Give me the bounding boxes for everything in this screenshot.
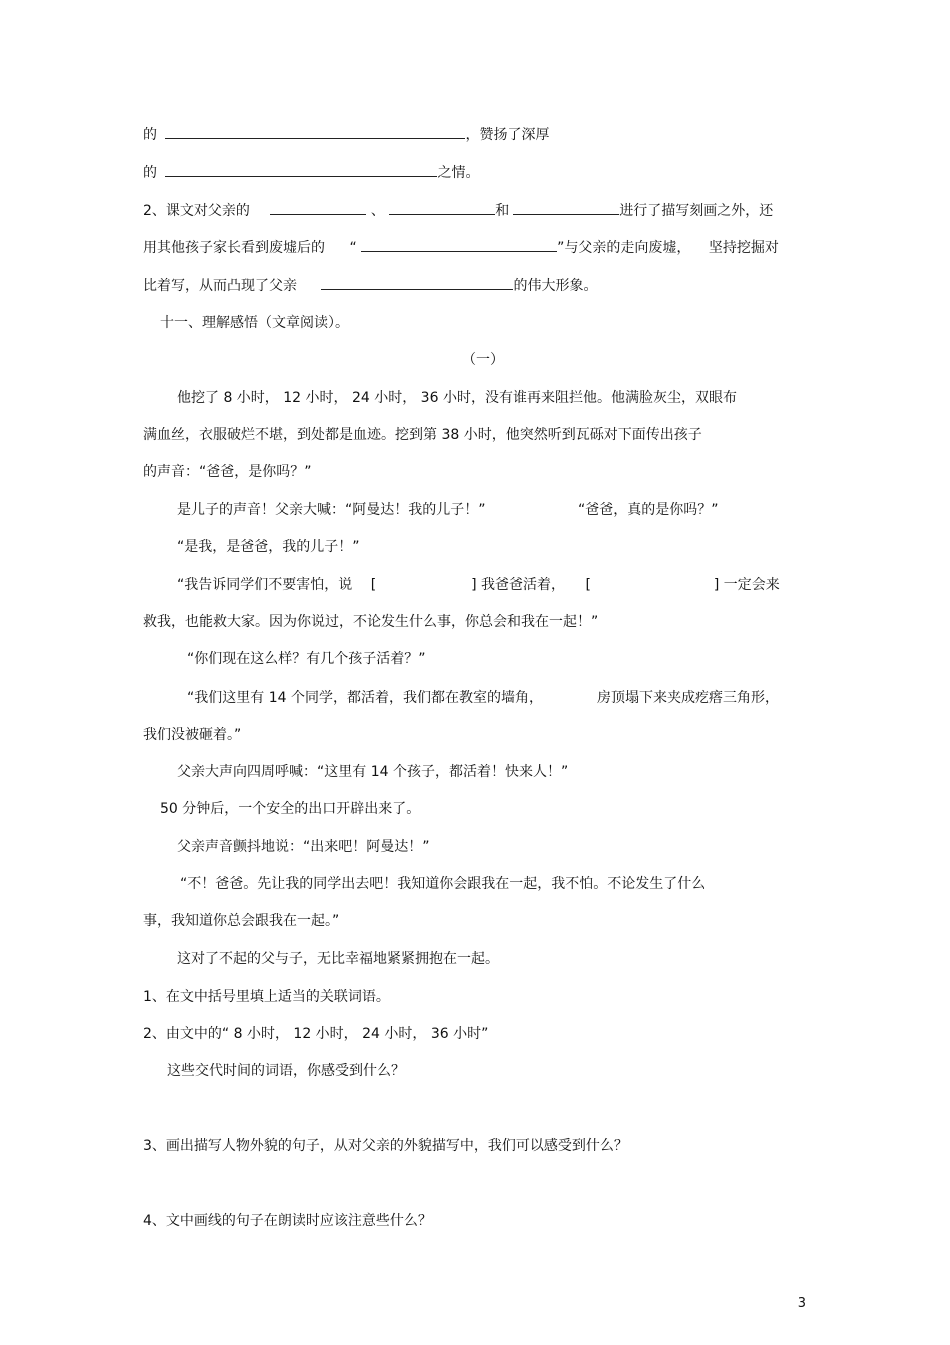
- question-4: 4、文中画线的句子在朗读时应该注意些什么？: [143, 1213, 432, 1229]
- q2-text: 进行了描写刻画之外，还: [619, 203, 774, 219]
- q2-text: ”: [557, 240, 565, 256]
- answer-blank[interactable]: [270, 200, 366, 215]
- q2-text: 、: [370, 203, 385, 219]
- passage-line: 满血丝，衣服破烂不堪，到处都是血迹。挖到第 38 小时，他突然听到瓦砾对下面传出孩子: [143, 427, 702, 443]
- q2-text: 坚持挖掘对: [708, 240, 779, 256]
- passage-line: 的声音：“爸爸，是你吗？”: [143, 464, 312, 480]
- answer-blank[interactable]: [165, 124, 465, 139]
- answer-blank[interactable]: [165, 162, 437, 177]
- question-1: 1、在文中括号里填上适当的关联词语。: [143, 989, 390, 1005]
- answer-blank[interactable]: [513, 200, 619, 215]
- fill-line-2: [143, 162, 479, 183]
- fill-line-1-post: ，赞扬了深厚: [465, 127, 550, 143]
- q2-text: 的伟大形象。: [513, 278, 598, 294]
- q2-text: 比着写，从而凸现了父亲: [143, 278, 297, 294]
- passage-line: 父亲大声向四周呼喊：“这里有 14 个孩子，都活着！快来人！”: [177, 764, 569, 780]
- q2-text: 与父亲的走向废墟，: [564, 240, 691, 256]
- bracket-open: [: [585, 577, 591, 593]
- passage-line: 是儿子的声音！父亲大喊：“阿曼达！我的儿子！”: [177, 502, 486, 518]
- passage-line: 这对了不起的父与子，无比幸福地紧紧拥抱在一起。: [177, 951, 499, 967]
- question-2-prompt: 这些交代时间的词语，你感受到什么？: [167, 1063, 405, 1079]
- answer-blank[interactable]: [321, 275, 513, 290]
- fill-line-2-pre: 的: [143, 165, 157, 181]
- fill-line-1: [143, 124, 549, 145]
- question-2: 2、由文中的“ 8 小时， 12 小时， 24 小时， 36 小时”: [143, 1026, 489, 1042]
- answer-blank[interactable]: [361, 237, 557, 252]
- fill-line-1-pre: 的: [143, 127, 157, 143]
- fill-line-2-post: 之情。: [437, 165, 480, 181]
- page-number: 3: [797, 1296, 806, 1311]
- passage-line: 救我，也能救大家。因为你说过，不论发生什么事，你总会和我在一起！”: [143, 614, 599, 630]
- question-2-line-2: [143, 237, 779, 258]
- q2-text: 和: [495, 203, 510, 219]
- passage-line: “不！爸爸。先让我的同学出去吧！我知道你会跟我在一起，我不怕。不论发生了什么: [180, 876, 706, 892]
- passage-text: ] 一定会来: [713, 577, 780, 593]
- question-2-line-1: [143, 200, 773, 221]
- passage-line: “你们现在这么样？有几个孩子活着？”: [187, 651, 426, 667]
- passage-line: 房顶塌下来夹成疙瘩三角形，: [597, 690, 779, 706]
- passage-line: “我们这里有 14 个同学，都活着，我们都在教室的墙角，: [187, 690, 543, 706]
- passage-line: 我们没被砸着。”: [143, 727, 242, 743]
- passage-line: 50 分钟后，一个安全的出口开辟出来了。: [160, 801, 421, 817]
- bracket-open: [: [370, 577, 377, 593]
- answer-blank[interactable]: [389, 200, 495, 215]
- section-title: 十一、理解感悟（文章阅读）。: [160, 315, 349, 331]
- q2-text: 2、课文对父亲的: [143, 203, 250, 219]
- sub-title: （一）: [462, 352, 504, 368]
- passage-line: 事，我知道你总会跟我在一起。”: [143, 913, 340, 929]
- passage-line: 他挖了 8 小时， 12 小时， 24 小时， 36 小时，没有谁再来阻拦他。他满脸灰尘，双眼布: [177, 390, 737, 406]
- passage-line: “爸爸，真的是你吗？”: [578, 502, 719, 518]
- q2-text: “: [349, 240, 357, 256]
- q2-text: 用其他孩子家长看到废墟后的: [143, 240, 325, 256]
- passage-line: 父亲声音颤抖地说：“出来吧！阿曼达！”: [177, 839, 430, 855]
- question-3: 3、画出描写人物外貌的句子，从对父亲的外貌描写中，我们可以感受到什么？: [143, 1138, 628, 1154]
- question-2-line-3: [143, 275, 597, 296]
- passage-line-brackets: [177, 575, 780, 595]
- passage-text: “我告诉同学们不要害怕，说: [177, 577, 353, 593]
- passage-text: ] 我爸爸活着，: [471, 577, 566, 593]
- passage-line: “是我，是爸爸，我的儿子！”: [177, 539, 360, 555]
